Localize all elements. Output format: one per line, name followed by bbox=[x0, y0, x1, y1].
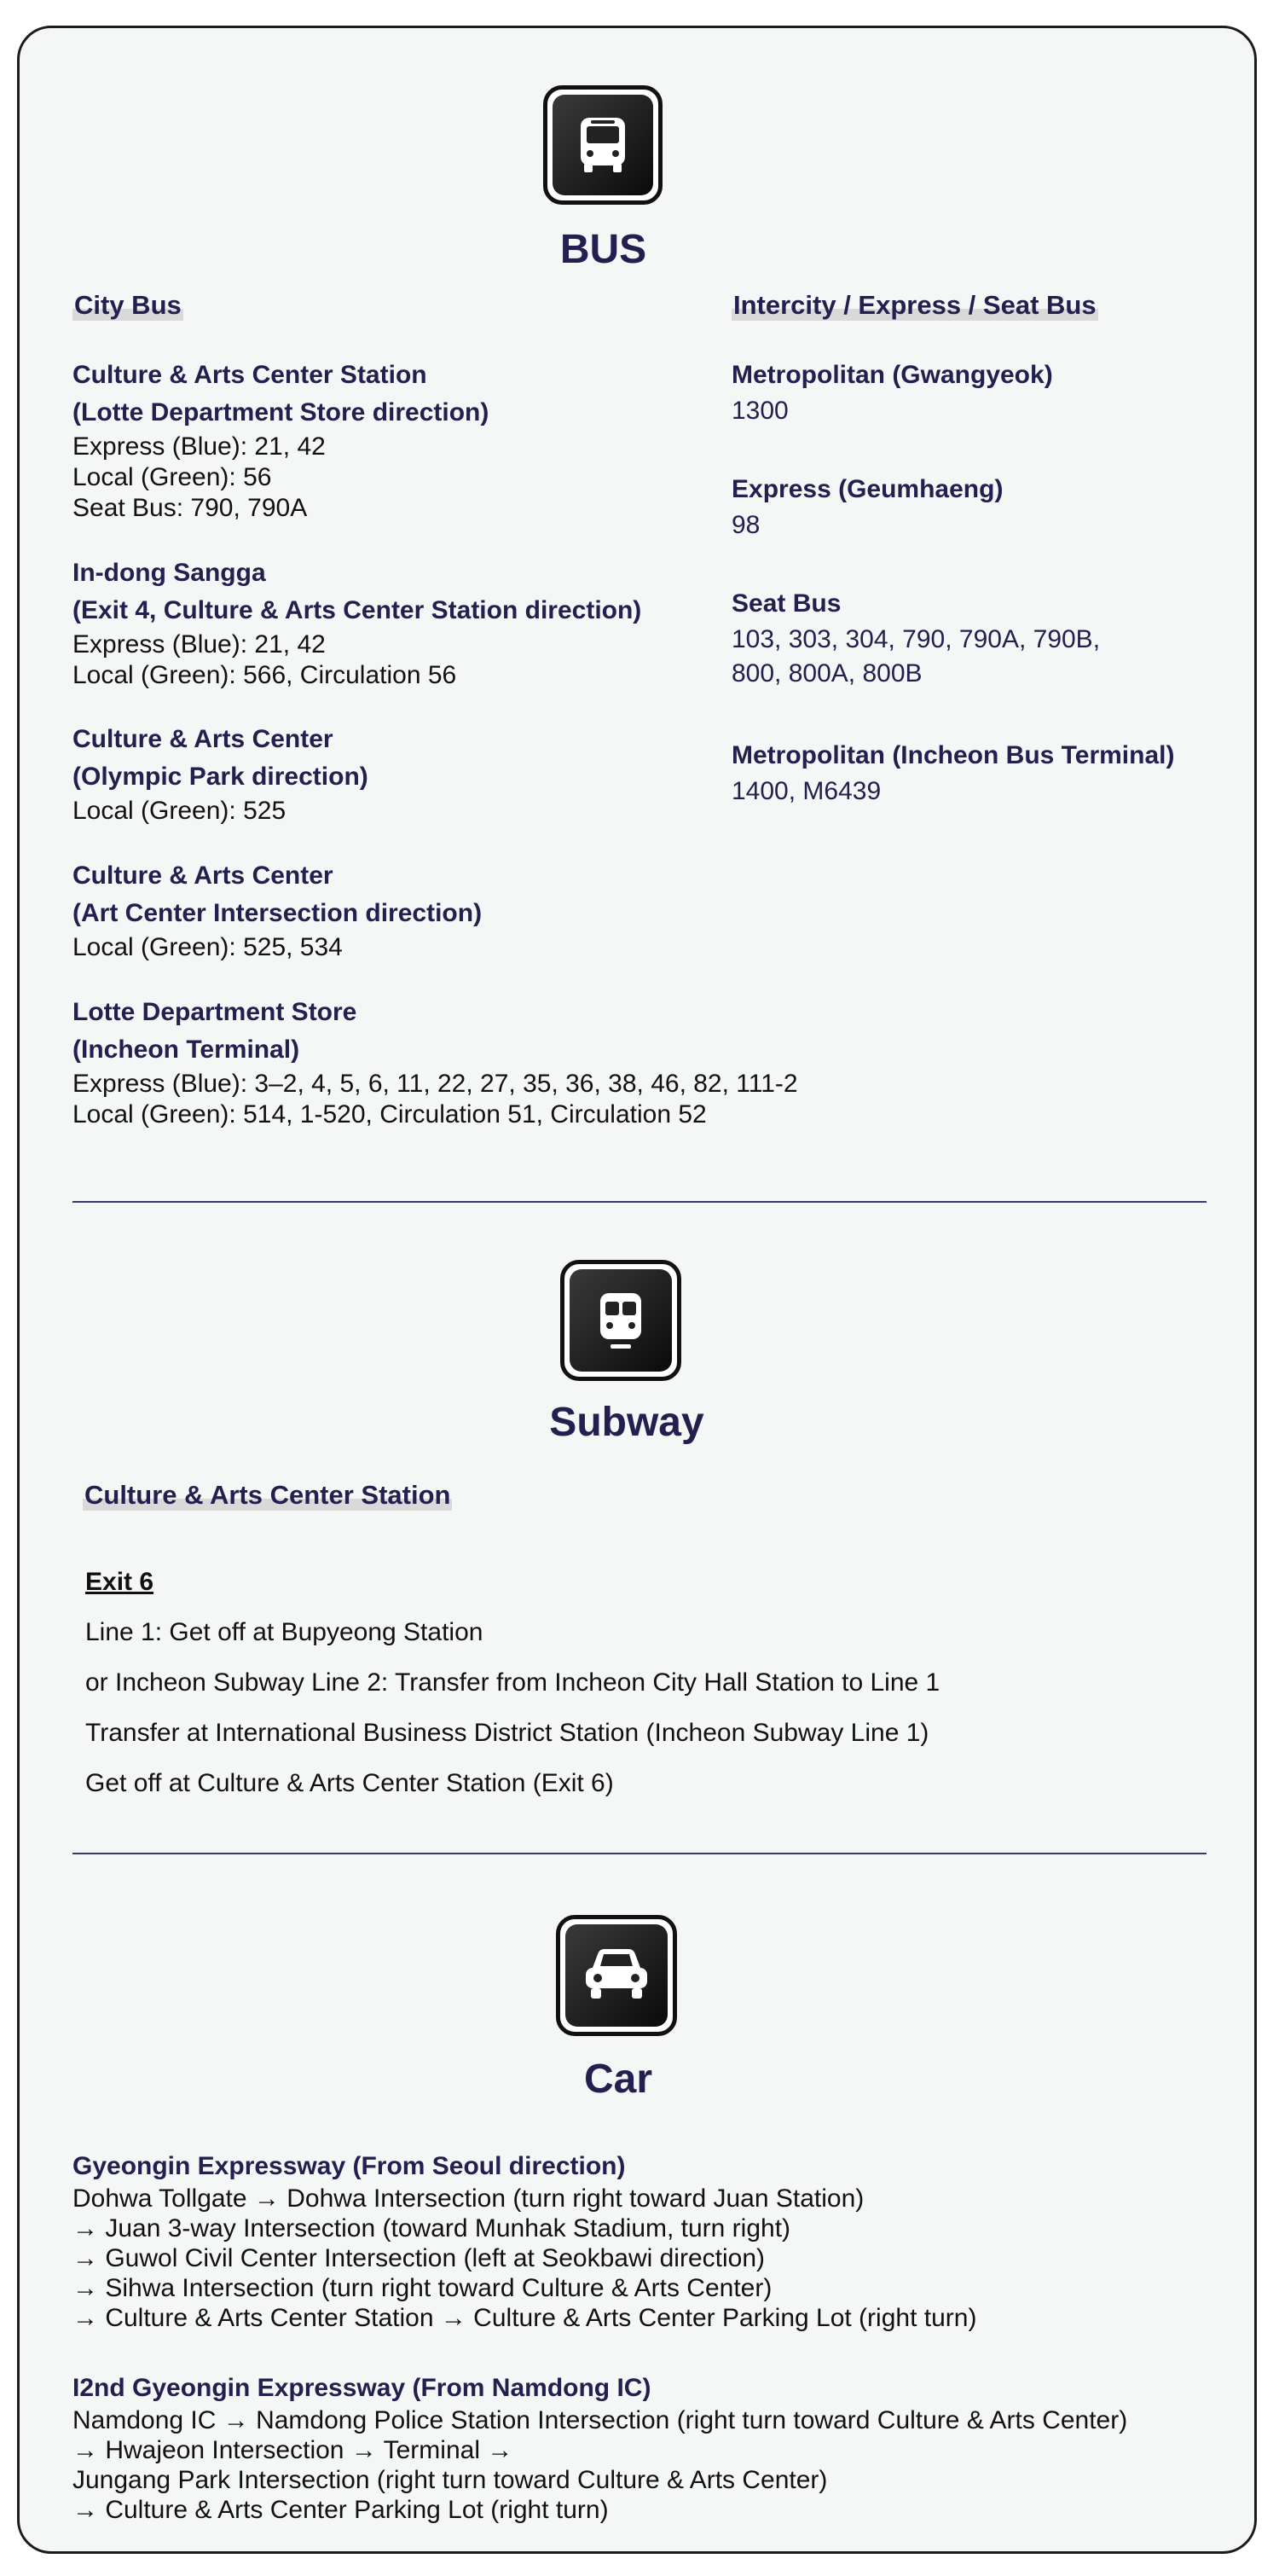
subway-step: Transfer at International Business District Station (Incheon Subway Line 1) bbox=[85, 1719, 929, 1747]
intercity-group-geumhaeng: Express (Geumhaeng) 98 bbox=[732, 475, 1004, 539]
bus-icon bbox=[543, 85, 663, 205]
city-bus-heading: City Bus bbox=[74, 290, 182, 320]
intercity-bus-heading: Intercity / Express / Seat Bus bbox=[733, 290, 1097, 320]
bus-stop-olympic-park: Culture & Arts Center (Olympic Park direction) Local (Green): 525 bbox=[72, 725, 368, 825]
bus-stop-culture-arts-station: Culture & Arts Center Station (Lotte Department Store direction) Express (Blue): 21, 42 Local (Green): 56 Seat Bus: 790, 790A bbox=[72, 361, 489, 522]
subway-step: Line 1: Get off at Bupyeong Station bbox=[85, 1618, 483, 1646]
subway-step: Get off at Culture & Arts Center Station (Exit 6) bbox=[85, 1769, 614, 1797]
bus-stop-art-center-intersection: Culture & Arts Center (Art Center Intersection direction) Local (Green): 525, 534 bbox=[72, 862, 483, 961]
section-divider bbox=[72, 1201, 1207, 1203]
train-icon bbox=[560, 1260, 681, 1381]
subway-step: or Incheon Subway Line 2: Transfer from Incheon City Hall Station to Line 1 bbox=[85, 1668, 940, 1697]
intercity-group-incheon-terminal: Metropolitan (Incheon Bus Terminal) 1400, M6439 bbox=[732, 741, 1175, 805]
bus-stop-lotte-department-store: Lotte Department Store (Incheon Terminal) Express (Blue): 3–2, 4, 5, 6, 11, 22, 27, 35, 36, 38, 46, 82, 111-2 Local (Green): 514, 1-520, Circulation 51, Circulation 52 bbox=[72, 998, 798, 1128]
car-section-title: Car bbox=[583, 2057, 653, 2102]
subway-station-heading: Culture & Arts Center Station bbox=[84, 1480, 451, 1510]
section-divider bbox=[72, 1853, 1207, 1854]
car-route-gyeongin: Gyeongin Expressway (From Seoul direction) Dohwa Tollgate → Dohwa Intersection (turn right toward Juan Station) → Juan 3-way Intersection (toward Munhak Stadium, turn right) → Guwol Civil Center Intersection (left at Seokbawi direction) → Sihwa Intersection (turn right toward Culture & Arts Center) → Culture & Arts Center Station → Culture & Arts Center Parking Lot (right turn) bbox=[72, 2152, 977, 2332]
intercity-group-gwangyeok: Metropolitan (Gwangyeok) 1300 bbox=[732, 361, 1053, 425]
car-icon bbox=[556, 1915, 677, 2036]
car-route-2nd-gyeongin: I2nd Gyeongin Expressway (From Namdong IC) Namdong IC → Namdong Police Station Intersection (right turn toward Culture & Arts Center) → Hwajeon Intersection → Terminal → Jungang Park Intersection (right turn toward Culture & Arts Center) → Culture & Arts Center Parking Lot (right turn) bbox=[72, 2374, 1128, 2524]
exit-label: Exit 6 bbox=[85, 1568, 154, 1596]
bus-stop-in-dong-sangga: In-dong Sangga (Exit 4, Culture & Arts Center Station direction) Express (Blue): 21, 42 Local (Green): 566, Circulation 56 bbox=[72, 559, 642, 689]
subway-section-title: Subway bbox=[549, 1400, 704, 1445]
intercity-group-seat-bus: Seat Bus 103, 303, 304, 790, 790A, 790B, 800, 800A, 800B bbox=[732, 589, 1101, 688]
bus-section-title: BUS bbox=[559, 227, 647, 272]
